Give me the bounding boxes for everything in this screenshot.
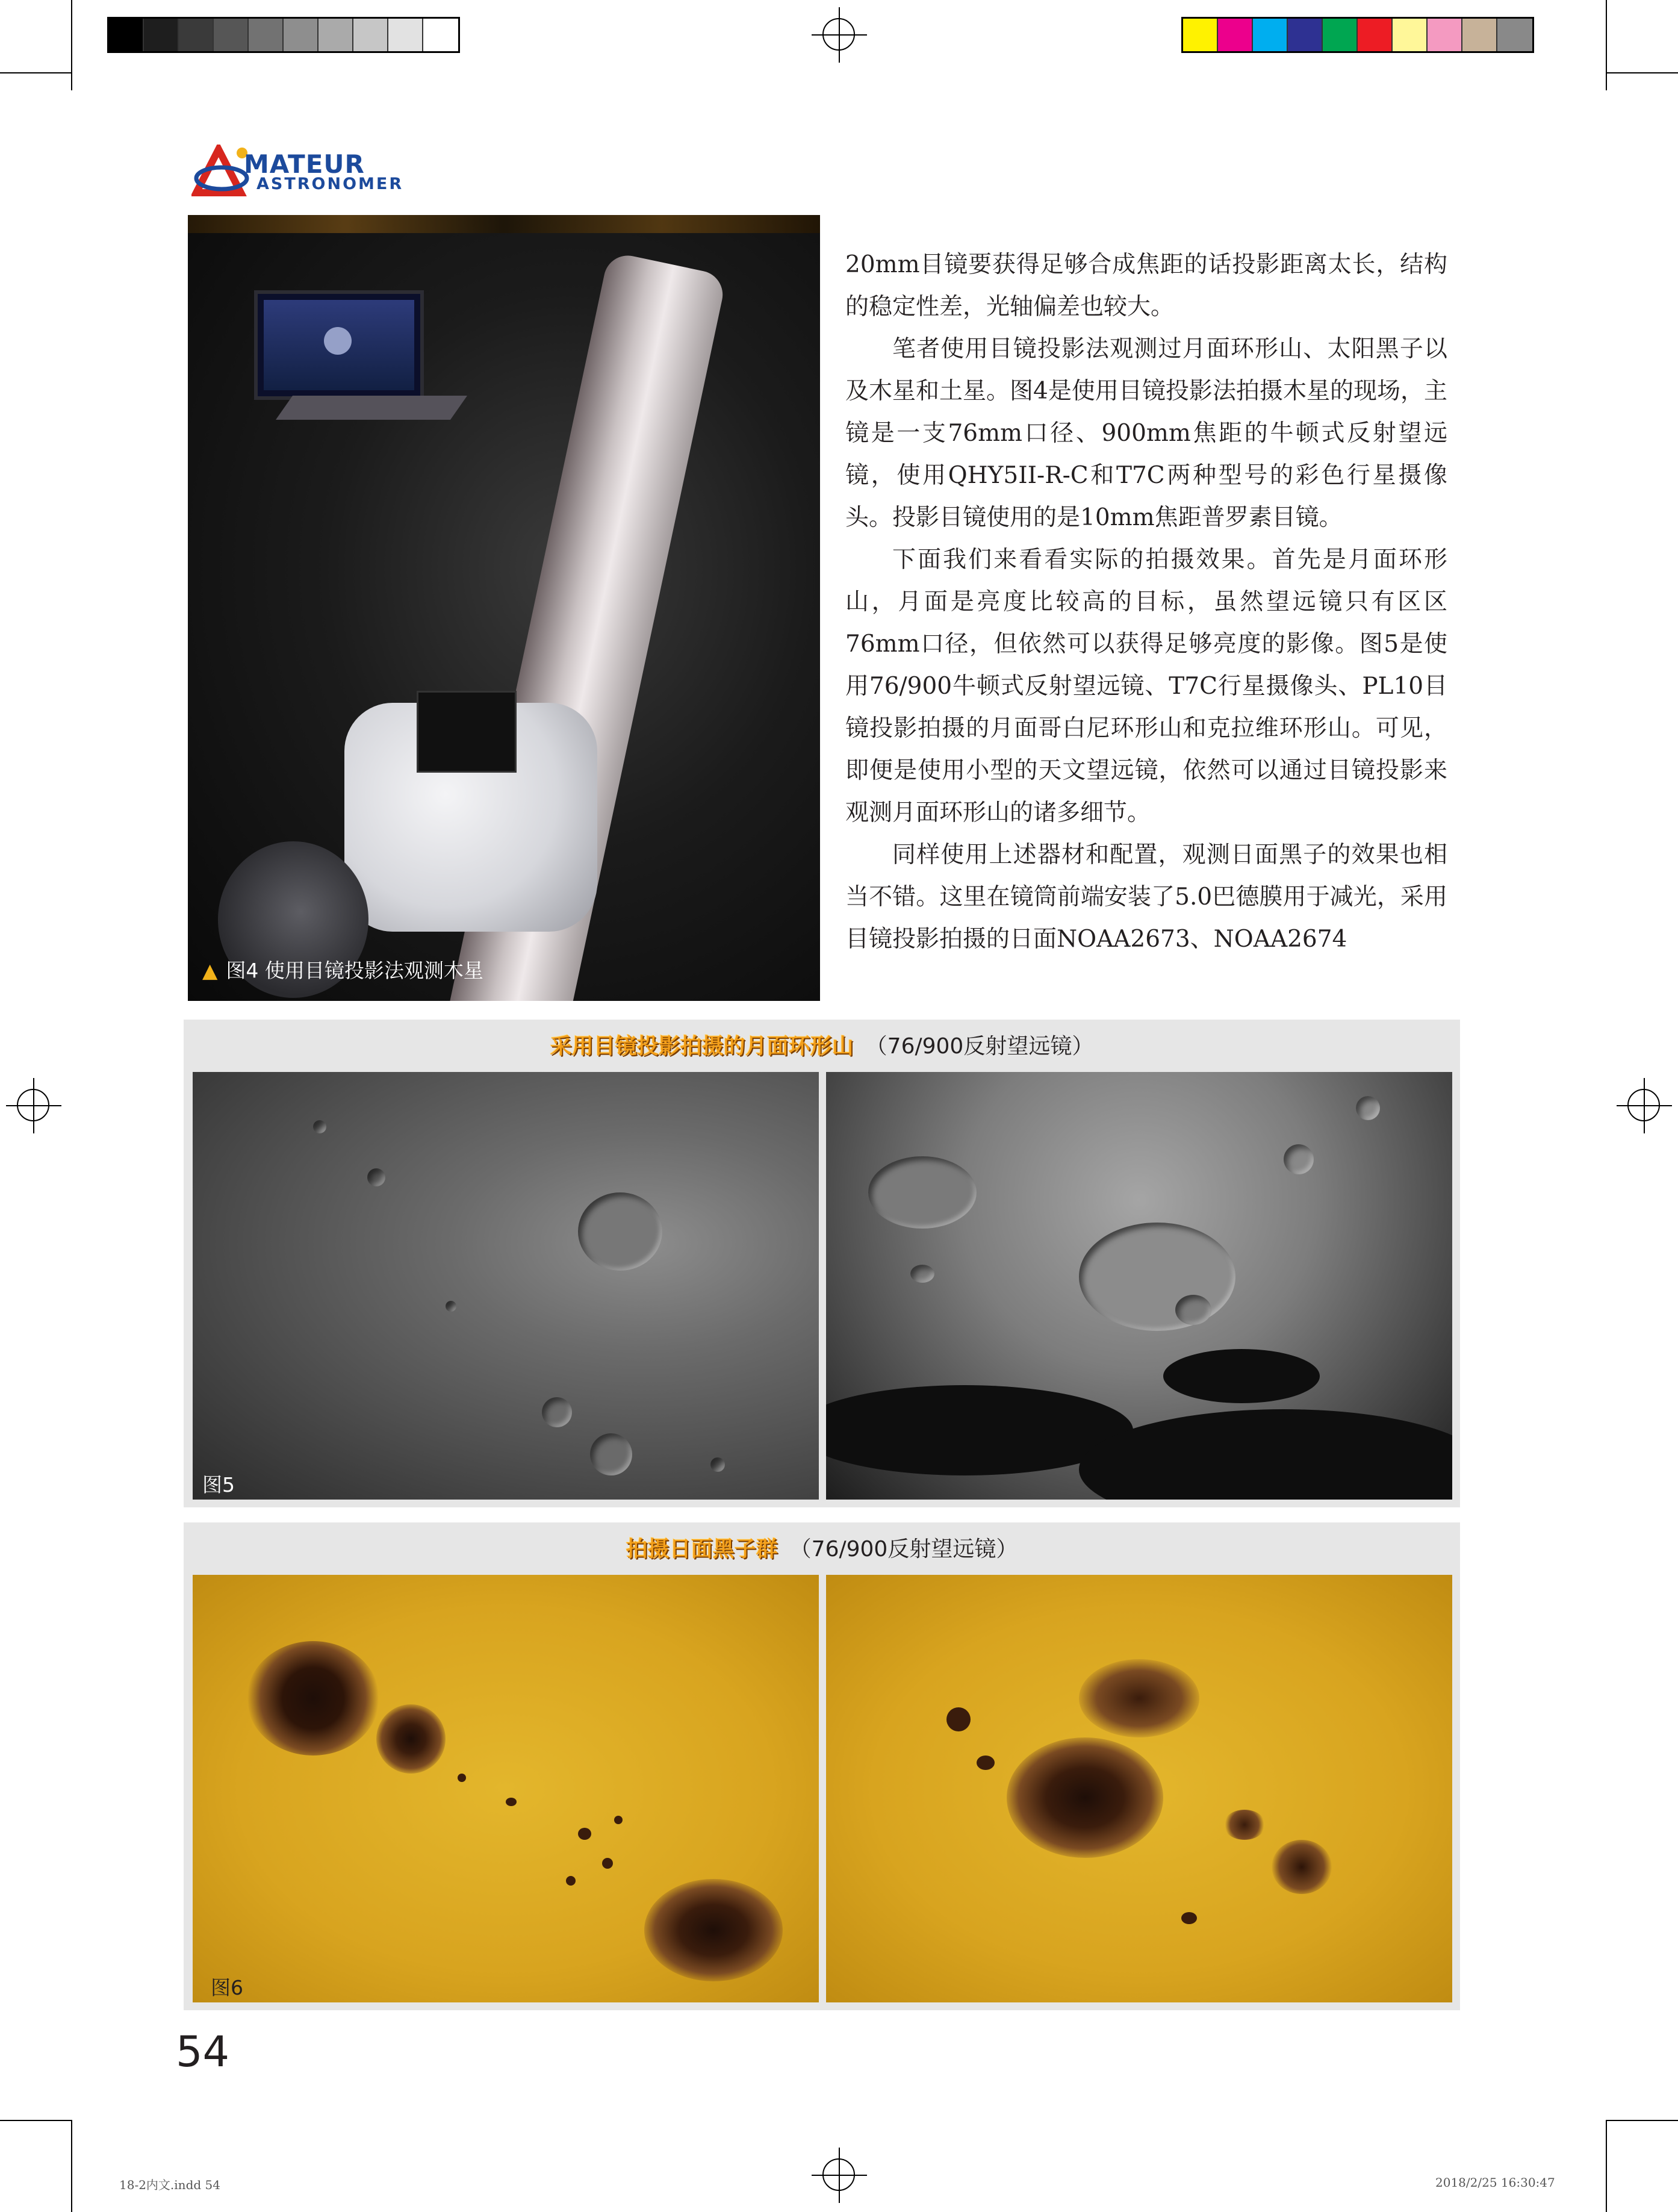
- slug-timestamp: 2018/2/25 16:30:47: [1435, 2175, 1555, 2190]
- color-swatch: [319, 19, 353, 51]
- sunspot-group-image-1: [193, 1575, 819, 2002]
- slug-filename: 18-2内文.indd 54: [119, 2178, 220, 2192]
- color-swatch: [423, 19, 458, 51]
- logo-text-line1: MATEUR: [244, 149, 365, 179]
- color-swatch: [1462, 19, 1497, 51]
- crop-mark: [1606, 2120, 1678, 2121]
- figure6-title-text: 拍摄日面黑子群: [626, 1537, 778, 1562]
- color-swatch: [214, 19, 249, 51]
- color-swatch: [1428, 19, 1462, 51]
- figure4-caption: [202, 955, 483, 983]
- caption-triangle-icon: ▲: [202, 959, 218, 982]
- color-swatch: [144, 19, 179, 51]
- crop-mark: [0, 2120, 72, 2121]
- paragraph: 20mm目镜要获得足够合成焦距的话投影距离太长，结构的稳定性差，光轴偏差也较大。: [845, 251, 1447, 320]
- registration-mark-top: [812, 7, 867, 63]
- figure5-label: 图5: [202, 1473, 235, 1497]
- color-swatch: [284, 19, 319, 51]
- figure6-panel: [184, 1522, 1460, 2010]
- color-swatch: [1253, 19, 1288, 51]
- grayscale-color-bar: [107, 17, 460, 53]
- figure6-title: [184, 1532, 1460, 1563]
- crop-mark: [71, 2120, 72, 2212]
- crop-mark: [1606, 0, 1607, 90]
- laptop-keyboard: [276, 396, 467, 420]
- logo-text-line2: ASTRONOMER: [256, 175, 404, 193]
- color-swatch: [353, 19, 388, 51]
- cmyk-color-bar: [1181, 17, 1534, 53]
- crop-mark: [1606, 2120, 1607, 2212]
- figure5-panel: [184, 1020, 1460, 1507]
- paragraph: 笔者使用目镜投影法观测过月面环形山、太阳黑子以及木星和土星。图4是使用目镜投影法拍摄木星的现场，主镜是一支76mm口径、900mm焦距的牛顿式反射望远镜，使用QHY5II-R-C和T7C两种型号的彩色行星摄像头。投影目镜使用的是10mm焦距普罗素目镜。: [845, 335, 1447, 531]
- figure5-title-text: 采用目镜投影拍摄的月面环形山: [550, 1034, 854, 1059]
- clavius-crater-image: [826, 1072, 1452, 1500]
- crop-mark: [0, 72, 72, 73]
- paragraph: 下面我们来看看实际的拍摄效果。首先是月面环形山，月面是亮度比较高的目标，虽然望远镜只有区区76mm口径，但依然可以获得足够亮度的影像。图5是使用76/900牛顿式反射望远镜、T7C行星摄像头、PL10目镜投影拍摄的月面哥白尼环形山和克拉维环形山。可见，即便是使用小型的天文望远镜，依然可以通过目镜投影来观测月面环形山的诸多细节。: [845, 546, 1447, 826]
- registration-mark-bottom: [812, 2148, 867, 2203]
- city-lights: [188, 215, 820, 233]
- figure6-label: 图6: [211, 1976, 243, 1999]
- figure5-title: [184, 1029, 1460, 1060]
- copernicus-crater-image: [193, 1072, 819, 1500]
- color-swatch: [1497, 19, 1532, 51]
- color-swatch: [109, 19, 144, 51]
- paragraph: 同样使用上述器材和配置，观测日面黑子的效果也相当不错。这里在镜筒前端安装了5.0巴德膜用于减光，采用目镜投影拍摄的日面NOAA2673、NOAA2674: [845, 841, 1447, 953]
- figure4-caption-text: 图4 使用目镜投影法观测木星: [226, 959, 483, 982]
- crop-mark: [71, 0, 72, 90]
- color-swatch: [249, 19, 284, 51]
- sunspot-group-image-2: [826, 1575, 1452, 2002]
- color-swatch: [1323, 19, 1358, 51]
- planetary-camera: [417, 691, 517, 773]
- crop-mark: [1606, 72, 1678, 73]
- figure6-subtitle: （76/900反射望远镜）: [789, 1537, 1018, 1562]
- laptop: [254, 290, 424, 400]
- registration-mark-left: [6, 1078, 61, 1133]
- color-swatch: [1358, 19, 1393, 51]
- registration-mark-right: [1617, 1078, 1672, 1133]
- color-swatch: [1393, 19, 1428, 51]
- color-swatch: [388, 19, 423, 51]
- color-swatch: [1183, 19, 1218, 51]
- amateur-astronomer-logo-icon: [191, 145, 252, 199]
- figure4-telescope-photo: [188, 215, 820, 1001]
- page-number: 54: [176, 2027, 230, 2076]
- article-body: [845, 244, 1447, 961]
- color-swatch: [179, 19, 214, 51]
- color-swatch: [1288, 19, 1323, 51]
- figure5-subtitle: （76/900反射望远镜）: [865, 1034, 1094, 1059]
- color-swatch: [1218, 19, 1253, 51]
